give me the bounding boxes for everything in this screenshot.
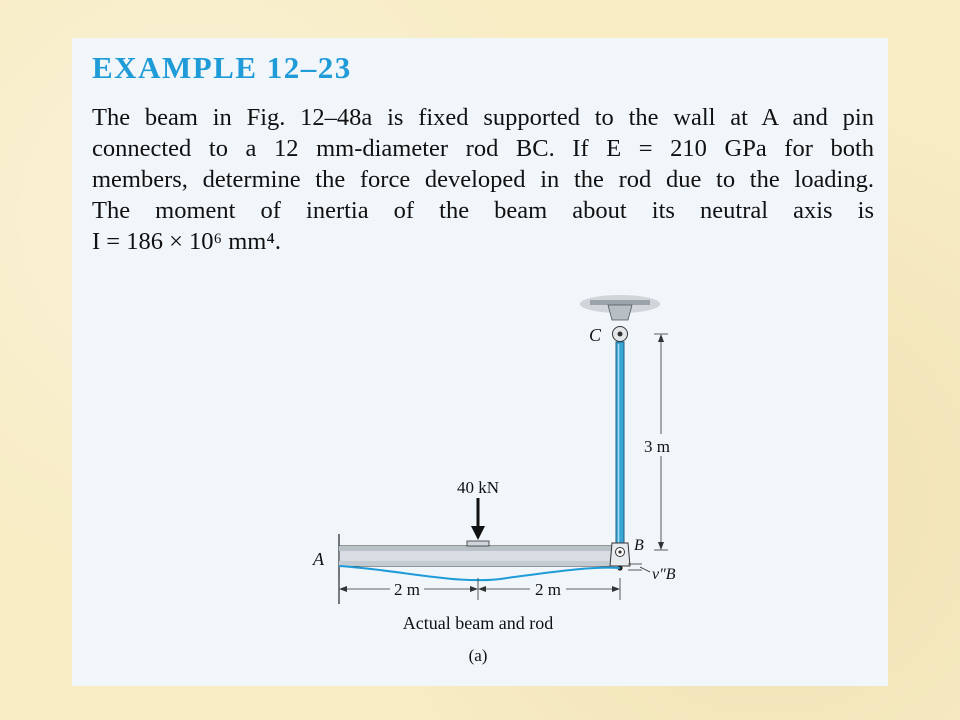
rod-bc [616, 342, 624, 548]
problem-line-2: connected to a 12 mm-diameter rod BC. If E = 210 GPa for both [92, 135, 874, 162]
deflection-label: v″B [652, 566, 676, 583]
load-arrow-head [471, 526, 485, 540]
span-arrow-1 [339, 586, 347, 592]
figure-caption: Actual beam and rod [402, 613, 554, 633]
pin-b-center [618, 550, 621, 553]
ceiling-plate [590, 300, 650, 305]
span-arrow-3 [478, 586, 486, 592]
problem-line-5: I = 186 × 10⁶ mm⁴. [92, 228, 281, 255]
rod-dim-arrow-bottom [658, 542, 664, 550]
ceiling-bracket [608, 305, 632, 320]
problem-line-3: members, determine the force developed in the rod due to the loading. [92, 166, 874, 193]
beam-bottom-flange [339, 561, 615, 566]
deflection-curve [339, 566, 620, 580]
problem-line-4: The moment of inertia of the beam about its neutral axis is [92, 197, 874, 224]
load-label: 40 kN [456, 478, 500, 497]
load-pad [467, 541, 489, 546]
label-b: B [634, 537, 644, 554]
label-c: C [589, 325, 602, 345]
beam-rod-figure [72, 38, 888, 686]
example-title: EXAMPLE 12–23 [92, 50, 352, 85]
figure-subcaption: (a) [468, 646, 488, 665]
rod-length-label: 3 m [644, 437, 670, 456]
pin-c-center [618, 332, 623, 337]
beam-top-flange [339, 546, 615, 551]
span-right-label: 2 m [535, 580, 561, 599]
rod-dim-arrow-top [658, 334, 664, 342]
span-arrow-2 [470, 586, 478, 592]
span-left-label: 2 m [394, 580, 420, 599]
deflection-leader [640, 567, 650, 572]
label-a: A [313, 549, 324, 569]
problem-line-1: The beam in Fig. 12–48a is fixed supported to the wall at A and pin [92, 104, 874, 131]
span-arrow-4 [612, 586, 620, 592]
example-panel [72, 38, 888, 686]
